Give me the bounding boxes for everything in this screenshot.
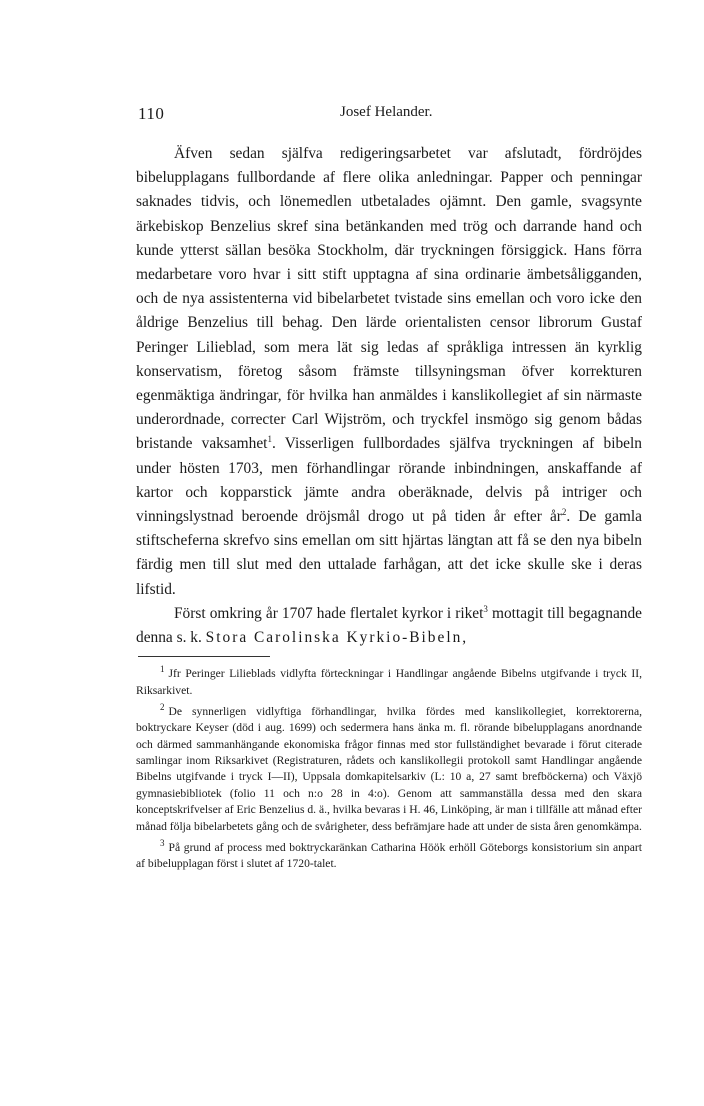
footnote-ref-3[interactable]: 3 [483, 603, 488, 614]
footnote-text: De synnerligen vidlyftiga förhandlingar, hvilka fördes med kanslikollegiet, korrektorerna, boktryckare Keyser (död i aug. 1699) och sedermera hans änka m. fl. rörande bibelupplagans anordnande och därmed sammanhängande ekonomiska frågor finnas med stor fullständighet bevarade i förut citerade samlingar inom Riksarkivet (Registraturen, rådets och kanslikollegii protokoll samt Handlingar angående Bibelns utgifvande i tryck I—II), Uppsala domkapitelsarkiv (L: 10 a, 27 samt brefböckerna) och Växjö gymnasiebibliotek (folio 11 och n:o 28 in 4:o). Genom att sammanställa dessa med den skara konceptskrifvelser af Eric Benzelius d. ä., hvilka bevaras i H. 46, Linköping, är man i tillfälle att månad efter månad följa bibelarbetets gång och de svårigheter, dess befrämjare hade att under de sista åren genomkämpa. [136, 704, 642, 833]
document-page [136, 104, 642, 873]
page-header [136, 104, 642, 130]
footnote-text: Jfr Peringer Lilieblads vidlyfta förteckningar i Handlingar angående Bibelns utgifvande i tryck II, Riksarkivet. [136, 667, 642, 697]
paragraph-1-part-2: . Visserligen fullbordades själfva tryckningen af bibeln under hösten 1703, men förhandlingar rörande inbindningen, anskaffande af kartor och kopparstick jämte andra oberäknade, delvis på intriger och vinningslystnad beroende dröjsmål drogo ut på tiden år efter år [136, 435, 642, 526]
paragraph-2 [136, 602, 642, 650]
bible-title-spaced: Stora Carolinska Kyrkio-Bibeln, [205, 629, 469, 647]
footnote-mark: 3 [160, 838, 165, 849]
footnote-3 [136, 835, 642, 873]
footnote-2 [136, 699, 642, 835]
body-text [136, 142, 642, 650]
footnote-ref-2[interactable]: 2 [561, 506, 567, 517]
paragraph-1-part-1: Äfven sedan själfva redigeringsarbetet var afslutadt, fördröjdes bibelupplagans fullbordande af flere olika anledningar. Papper och penningar saknades tidvis, och lönemedlen utbetalades ojämnt. Den gamle, svagsynte ärkebiskop Benzelius skref sina betänkanden med trög och darrande hand och kunde ytterst sällan besöka Stockholm, där tryckningen försiggick. Hans förra medarbetare voro hvar i sitt stift upptagna af sina ordinarie ämbetsåligganden, och de nya assistenterna vid bibelarbetet tvistade sins emellan och voro icke den åldrige Benzelius till behag. Den lärde orientalisten censor librorum Gustaf Peringer Lilieblad, som mera lät sig ledas af språkliga intressen än kyrklig konservatism, företog såsom främste tillsyningsman öfver korrekturen egenmäktiga ändringar, för hvilka han anmäldes i kanslikollegiet af sin närmaste underordnade, correcter Carl Wijström, och tryckfel insmögo sig genom bådas bristande vaksamhet [136, 145, 642, 453]
paragraph-1 [136, 142, 642, 602]
paragraph-2-part-1: Först omkring år 1707 hade flertalet kyrkor i riket [174, 604, 484, 622]
footnote-mark: 2 [160, 701, 165, 712]
footnote-mark: 1 [160, 664, 165, 675]
footnotes [136, 661, 642, 872]
paragraph-1-part-3: . De gamla stiftscheferna skrefvo sins emellan om sitt hjärtas längtan att få se den nya bibeln färdig men till slut med den uttalade farhågan, att det icke skulle ske i deras lifstid. [136, 508, 642, 598]
page-number: 110 [138, 104, 165, 123]
footnote-text: På grund af process med boktryckaränkan Catharina Höök erhöll Göteborgs konsistorium sin anpart af bibelupplagan först i slutet af 1720-talet. [136, 840, 642, 871]
paragraph-2-part-2: mottagit till begagnande denna s. k. [136, 604, 642, 647]
running-head: Josef Helander. [340, 104, 433, 120]
footnote-divider [138, 656, 270, 657]
footnote-1 [136, 661, 642, 699]
footnote-ref-1[interactable]: 1 [267, 434, 272, 445]
